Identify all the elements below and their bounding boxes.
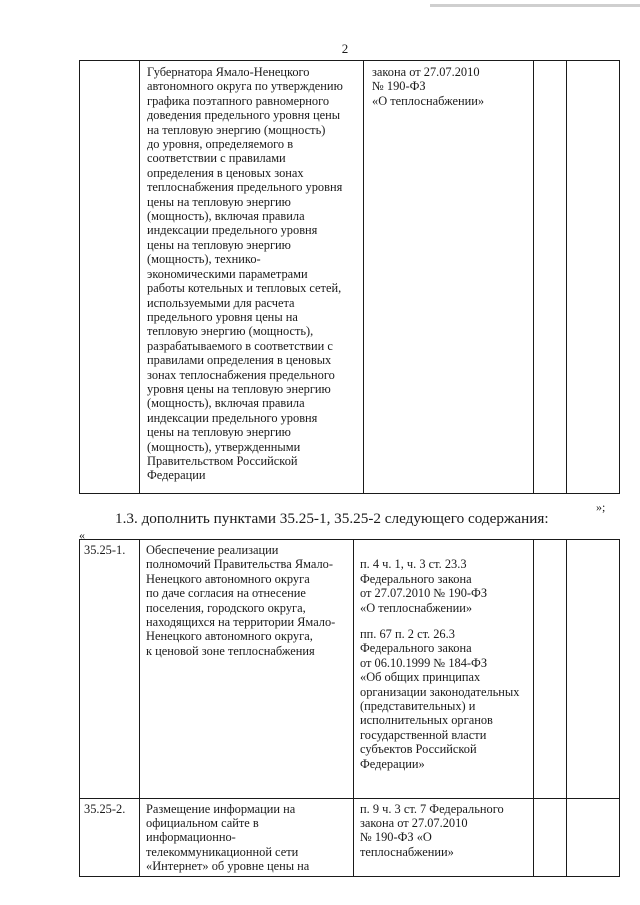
table-continuation (79, 60, 620, 494)
row-number-cell: 35.25-1. (80, 540, 140, 799)
legal-basis-reference-2: пп. 67 п. 2 ст. 26.3 Федерального закона от 06.10.1999 № 184-ФЗ «Об общих принципах организации законодательных (представительных) и исполнительных органов государственной власти субъектов Российской Федерации» (360, 627, 520, 771)
row-empty-cell (567, 61, 620, 494)
row-empty-cell (534, 540, 567, 799)
page-number: 2 (341, 41, 349, 56)
row-content-cell: Обеспечение реализации полномочий Правительства Ямало- Ненецкого автономного округа по даче согласия на отнесение поселения, городского округа, находящихся на территории Ямало- Ненецкого автономного округа, к ценовой зоне теплоснабжения (140, 540, 354, 799)
row-content-cell: Губернатора Ямало-Ненецкого автономного округа по утверждению графика поэтапного равномерного доведения предельного уровня цены на тепловую энергию (мощность) до уровня, определяемого в соответствии с правилами определения в ценовых зонах теплоснабжения предельного уровня цены на тепловую энергию (мощность), включая правила индексации предельного уровня цены на тепловую энергию (мощность), технико- экономическими параметрами работы котельных и тепловых сетей, используемыми для расчета предельного уровня цены на тепловую энергию (мощность), разрабатываемого в соответствии с правилами определения в ценовых зонах теплоснабжения предельного уровня цены на тепловую энергию (мощность), включая правила индексации предельного уровня цены на тепловую энергию (мощность), утвержденными Правительством Российской Федерации (140, 61, 364, 494)
row-empty-cell (567, 540, 620, 799)
row-content-cell: Размещение информации на официальном сайте в информационно- телекоммуникационной сети «Интернет» об уровне цены на (140, 798, 354, 876)
amendment-heading: 1.3. дополнить пунктами 35.25-1, 35.25-2 следующего содержания: (115, 510, 549, 527)
row-number-cell (80, 61, 140, 494)
row-empty-cell (567, 798, 620, 876)
row-empty-cell (534, 798, 567, 876)
legal-basis-reference-1: п. 4 ч. 1, ч. 3 ст. 23.3 Федерального закона от 27.07.2010 № 190-ФЗ «О теплоснабжении» (360, 557, 488, 615)
closing-quote: »; (596, 500, 606, 514)
table-row (80, 61, 620, 494)
row-number-cell: 35.25-2. (80, 798, 140, 876)
row-legal-basis-cell: п. 9 ч. 3 ст. 7 Федерального закона от 27.07.2010 № 190-ФЗ «О теплоснабжении» (354, 798, 534, 876)
table-row (80, 798, 620, 876)
scan-edge-mark (430, 4, 640, 7)
table-row (80, 540, 620, 799)
row-legal-basis-cell (354, 540, 534, 799)
opening-quote: « (79, 528, 85, 542)
row-legal-basis-cell: закона от 27.07.2010 № 190-ФЗ «О теплоснабжении» (364, 61, 534, 494)
table-new-items (79, 539, 620, 877)
row-empty-cell (534, 61, 567, 494)
